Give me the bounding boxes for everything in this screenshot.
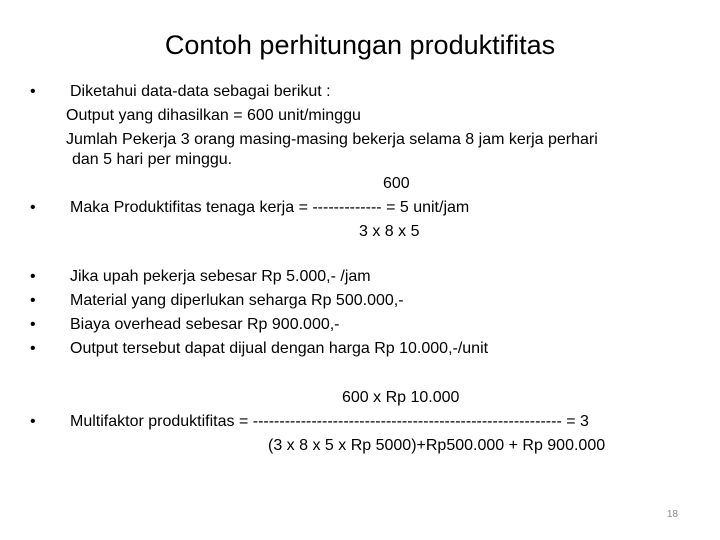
bullet-multifactor: • — [30, 413, 36, 430]
bullet-labor: • — [30, 199, 36, 216]
bullet-cost-4: • — [30, 340, 36, 357]
cost-item-overhead: Biaya overhead sebesar Rp 900.000,- — [70, 316, 340, 333]
given-output: Output yang dihasilkan = 600 unit/minggu — [66, 107, 361, 124]
bullet-cost-1: • — [30, 268, 36, 285]
given-workers-line-1: Jumlah Pekerja 3 orang masing-masing bekerja selama 8 jam kerja perhari — [66, 131, 598, 148]
cost-item-output-price: Output tersebut dapat dijual dengan harga Rp 10.000,-/unit — [70, 340, 489, 357]
bullet-given: • — [30, 83, 36, 100]
cost-item-material: Material yang diperlukan seharga Rp 500.000,- — [70, 292, 404, 309]
bullet-cost-2: • — [30, 292, 36, 309]
labor-expression: Maka Produktifitas tenaga kerja = ------------- = 5 unit/jam — [70, 199, 470, 216]
cost-item-wage: Jika upah pekerja sebesar Rp 5.000,- /jam — [70, 268, 371, 285]
slide-title: Contoh perhitungan produktifitas — [164, 30, 556, 60]
given-workers-line-2: dan 5 hari per minggu. — [72, 151, 233, 168]
multifactor-denominator: (3 x 8 x 5 x Rp 5000)+Rp500.000 + Rp 900.000 — [268, 437, 606, 454]
page-number: 18 — [666, 509, 678, 520]
labor-numerator: 600 — [383, 175, 410, 192]
given-lead: Diketahui data-data sebagai berikut : — [70, 83, 331, 100]
labor-denominator: 3 x 8 x 5 — [359, 223, 420, 240]
bullet-cost-3: • — [30, 316, 36, 333]
multifactor-numerator: 600 x Rp 10.000 — [342, 389, 460, 406]
multifactor-expression: Multifaktor produktifitas = ---------------------------------------------------------- = 3 — [70, 413, 589, 430]
